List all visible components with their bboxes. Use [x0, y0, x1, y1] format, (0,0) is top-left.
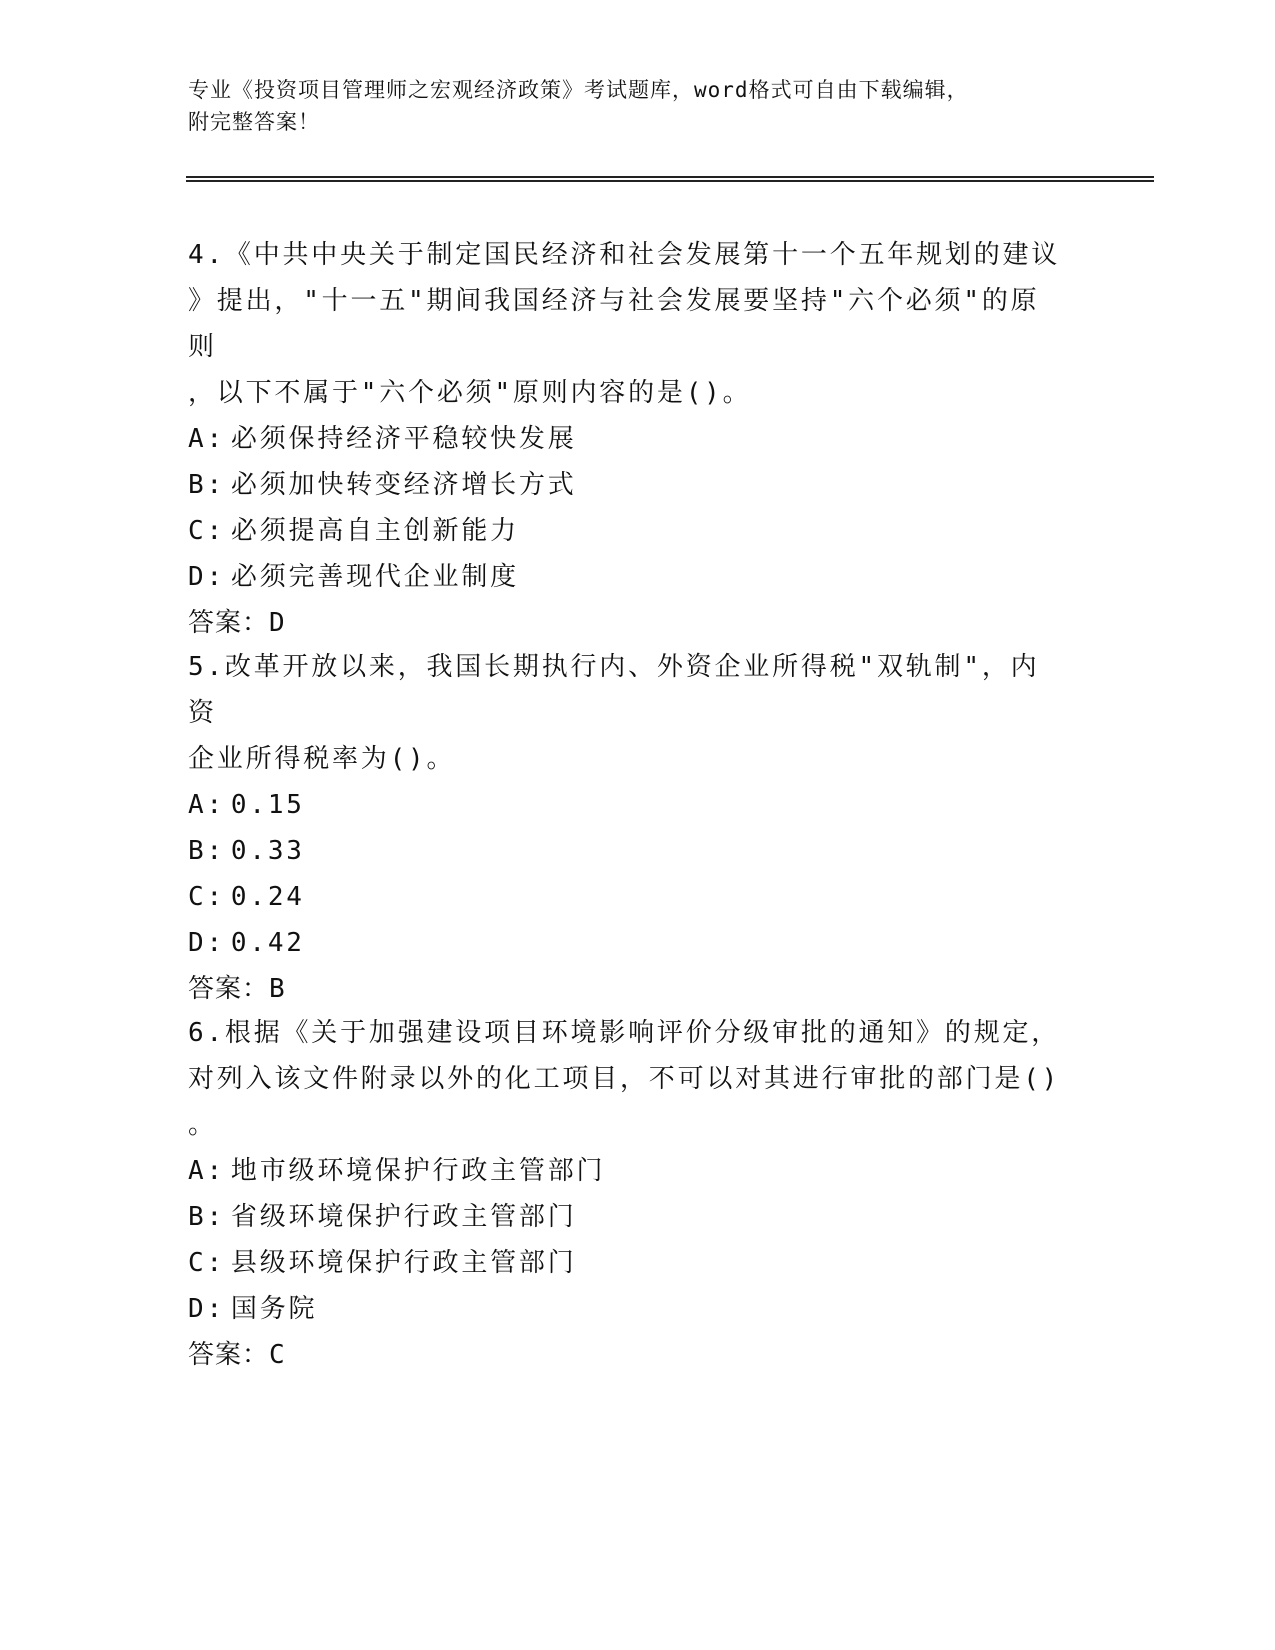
option-d	[188, 920, 1068, 966]
option-letter: B:	[188, 1202, 225, 1232]
option-d	[188, 1286, 1068, 1332]
document-header	[188, 74, 1068, 138]
question-stem-line: 》提出，"十一五"期间我国经济与社会发展要坚持"六个必须"的原则	[188, 286, 1040, 362]
option-text: 县级环境保护行政主管部门	[230, 1248, 577, 1278]
option-text: 必须保持经济平稳较快发展	[230, 424, 577, 454]
option-d	[188, 554, 1068, 600]
option-letter: B:	[188, 470, 225, 500]
option-text: 地市级环境保护行政主管部门	[230, 1156, 606, 1186]
option-a	[188, 1148, 1068, 1194]
header-line-2: 附完整答案！	[188, 110, 320, 134]
question-5	[188, 644, 1068, 1012]
option-letter: A:	[188, 424, 225, 454]
question-stem-line: 。	[188, 1110, 217, 1140]
option-b	[188, 1194, 1068, 1240]
option-text: 必须完善现代企业制度	[230, 562, 519, 592]
header-divider	[186, 176, 1154, 182]
option-text: 省级环境保护行政主管部门	[230, 1202, 577, 1232]
question-stem-line: 企业所得税率为()。	[188, 744, 456, 774]
option-text: 必须提高自主创新能力	[230, 516, 519, 546]
answer-line: 答案：D	[188, 608, 286, 638]
option-c	[188, 1240, 1068, 1286]
option-a	[188, 416, 1068, 462]
option-letter: D:	[188, 562, 225, 592]
option-letter: C:	[188, 882, 225, 912]
header-line-1: 专业《投资项目管理师之宏观经济政策》考试题库，word格式可自由下载编辑，	[188, 78, 969, 102]
option-letter: A:	[188, 1156, 225, 1186]
option-c	[188, 874, 1068, 920]
option-text: 0.33	[230, 836, 305, 866]
option-letter: B:	[188, 836, 225, 866]
option-text: 必须加快转变经济增长方式	[230, 470, 577, 500]
question-stem-line: 6.根据《关于加强建设项目环境影响评价分级审批的通知》的规定，	[188, 1018, 1061, 1048]
answer-line: 答案：C	[188, 1340, 286, 1370]
question-stem-line: 4.《中共中央关于制定国民经济和社会发展第十一个五年规划的建议	[188, 240, 1061, 270]
question-stem-line: ，以下不属于"六个必须"原则内容的是()。	[188, 378, 752, 408]
option-text: 0.15	[230, 790, 305, 820]
option-letter: C:	[188, 1248, 225, 1278]
option-text: 0.42	[230, 928, 305, 958]
question-stem-line: 5.改革开放以来，我国长期执行内、外资企业所得税"双轨制"，内资	[188, 652, 1040, 728]
option-text: 国务院	[230, 1294, 318, 1324]
option-letter: A:	[188, 790, 225, 820]
option-b	[188, 828, 1068, 874]
question-6	[188, 1010, 1068, 1378]
question-stem-line: 对列入该文件附录以外的化工项目，不可以对其进行审批的部门是()	[188, 1064, 1061, 1094]
option-a	[188, 782, 1068, 828]
option-letter: C:	[188, 516, 225, 546]
option-c	[188, 508, 1068, 554]
option-text: 0.24	[230, 882, 305, 912]
option-letter: D:	[188, 1294, 225, 1324]
option-b	[188, 462, 1068, 508]
answer-line: 答案：B	[188, 974, 286, 1004]
option-letter: D:	[188, 928, 225, 958]
question-4	[188, 232, 1068, 646]
